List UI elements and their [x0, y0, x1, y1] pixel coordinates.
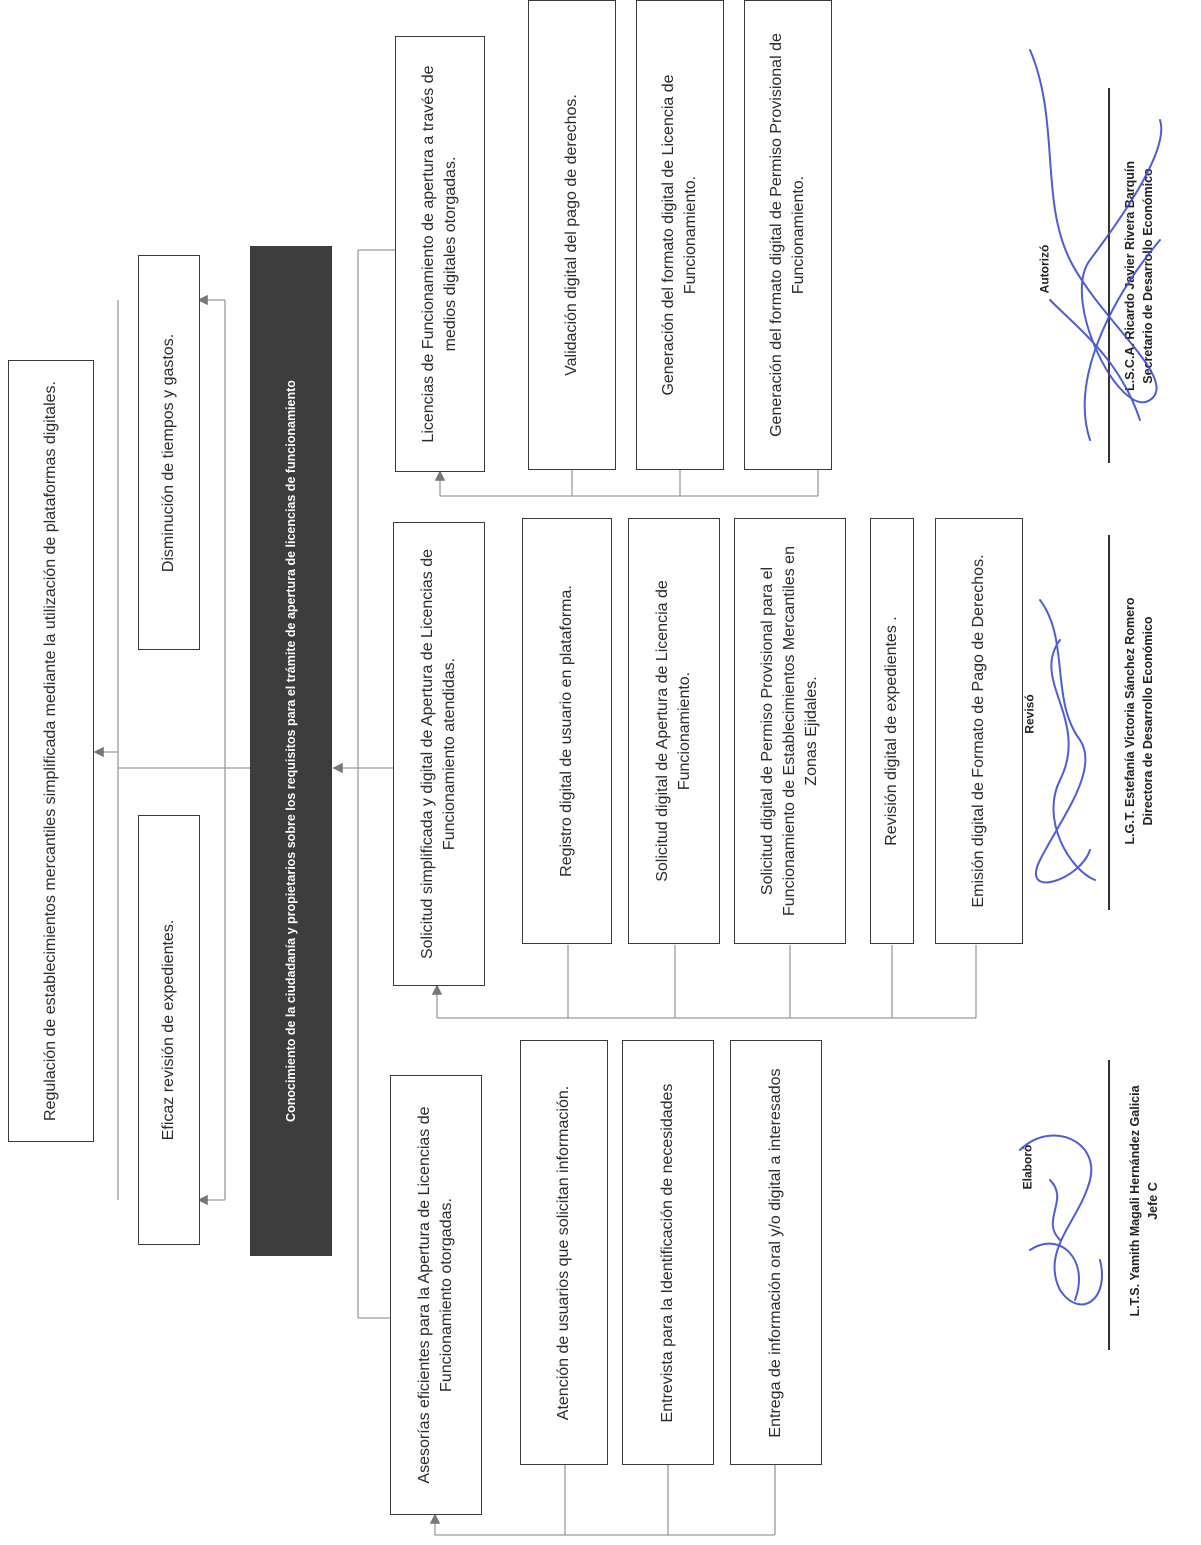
componente-box-1 [395, 36, 485, 472]
efecto-text-1: Disminución de tiempos y gastos. [160, 333, 177, 572]
actividad-c2-1-text: Registro digital de usuario en plataforma. [558, 585, 575, 877]
actividad-c2-3-text: Solicitud digital de Permiso Provisional para el Funcionamiento de Establecimientos Mercantiles en Zonas Ejidales. [759, 546, 820, 916]
firma-autorizo-cargo: Secretario de Desarrollo Económico [1141, 168, 1155, 384]
proposito-box [250, 246, 332, 1256]
actividad-c3-2-text: Entrevista para la Identificación de necesidades [659, 1083, 676, 1422]
actividad-c1-1-text: Validación digital del pago de derechos. [563, 94, 580, 376]
actividad-c2-4 [870, 518, 914, 944]
firma-reviso-label: Revisó [1022, 694, 1037, 734]
actividad-c2-2 [628, 518, 720, 944]
actividad-c2-3 [734, 518, 846, 944]
actividad-c2-4-text: Revisión digital de expedientes . [883, 616, 900, 846]
firma-autorizo-label: Autorizó [1037, 244, 1052, 294]
firma-autorizo-nombre: L.S.C.A. Ricardo Javier Rivera Barquín [1123, 161, 1137, 391]
efecto-box-2 [138, 815, 200, 1245]
efecto-box-1 [138, 255, 200, 650]
firma-elaboro-label: Elaboró [1020, 1144, 1035, 1190]
firma-elaboro-cargo: Jefe C [1146, 1182, 1160, 1220]
componente-text-3: Asesorías eficientes para la Apertura de Licencias de Funcionamiento otorgadas. [416, 1106, 455, 1484]
proposito-text: Conocimiento de la ciudadanía y propietarios sobre los requisitos para el trámite de apertura de licencias de funcionamiento [284, 380, 298, 1122]
actividad-c1-3-text: Generación del formato digital de Permiso Provisional de Funcionamiento. [768, 33, 807, 437]
actividad-c1-3 [744, 0, 832, 470]
actividad-c3-1 [520, 1040, 608, 1465]
firma-reviso-line [1108, 535, 1110, 910]
efecto-text-2: Eficaz revisión de expedientes. [160, 919, 177, 1141]
componente-text-2: Solicitud simplificada y digital de Apertura de Licencias de Funcionamiento atendidas. [419, 549, 458, 960]
fin-box [8, 360, 94, 1142]
firma-reviso-cargo: Directora de Desarrollo Económico [1141, 616, 1155, 826]
actividad-c3-3 [730, 1040, 822, 1465]
fin-text: Regulación de establecimientos mercantiles simplificada mediante la utilización de plataformas digitales. [42, 381, 59, 1121]
firma-elaboro-nombre: L.T.S. Yamith Magali Hernández Galicia [1128, 1085, 1142, 1317]
actividad-c2-2-text: Solicitud digital de Apertura de Licencia de Funcionamiento. [654, 580, 693, 882]
componente-box-2 [393, 522, 485, 986]
actividad-c1-2-text: Generación del formato digital de Licencia de Funcionamiento. [660, 74, 699, 396]
firma-elaboro-line [1108, 1060, 1110, 1350]
componente-text-1: Licencias de Funcionamiento de apertura a través de medios digitales otorgadas. [420, 65, 459, 443]
actividad-c3-3-text: Entrega de información oral y/o digital a interesados [767, 1067, 784, 1438]
actividad-c3-2 [622, 1040, 714, 1465]
actividad-c3-1-text: Atención de usuarios que solicitan información. [555, 1085, 572, 1420]
firma-autorizo-line [1108, 88, 1110, 463]
componente-box-3 [390, 1075, 482, 1515]
actividad-c2-5 [935, 518, 1023, 944]
actividad-c2-5-text: Emisión digital de Formato de Pago de Derechos. [970, 554, 987, 908]
actividad-c2-1 [522, 518, 612, 944]
actividad-c1-1 [528, 0, 616, 470]
actividad-c1-2 [636, 0, 724, 470]
firma-reviso-nombre: L.G.T. Estefanía Victoria Sánchez Romero [1123, 597, 1137, 845]
